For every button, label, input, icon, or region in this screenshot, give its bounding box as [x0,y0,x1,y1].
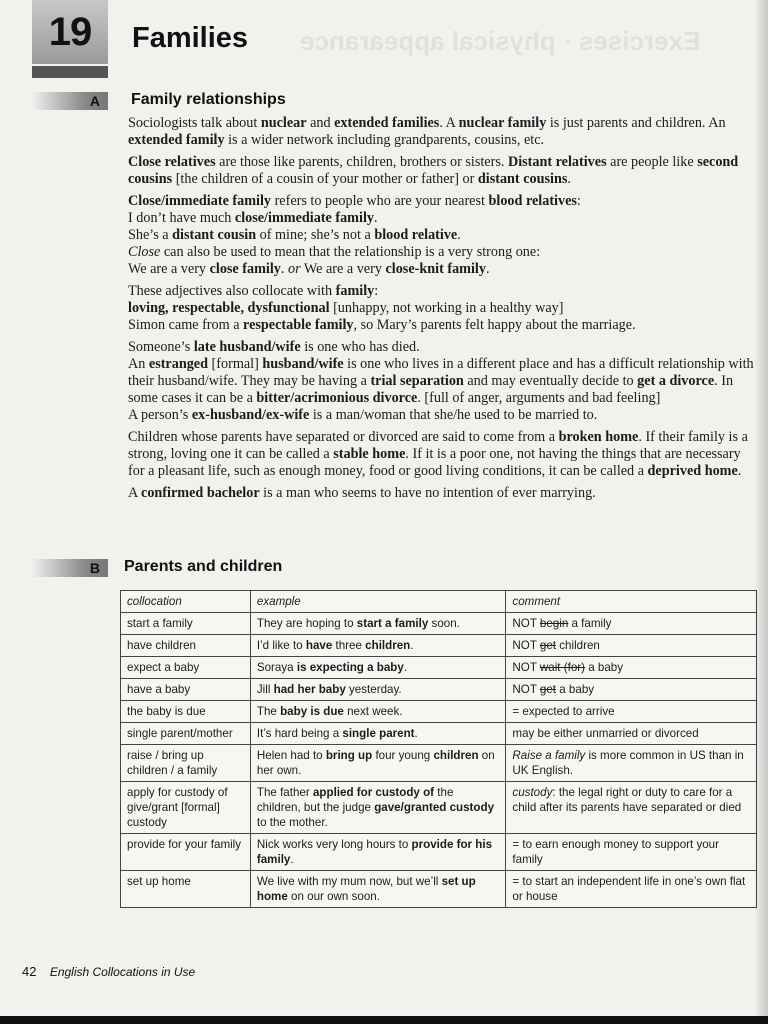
struck-word: wait (for) [539,661,585,674]
collocation-highlight: respectable family [243,317,354,333]
collocation-highlight: close-knit family [385,261,486,277]
collocation-highlight: children [365,639,411,652]
cell-collocation: have a baby [121,679,251,701]
cell-comment [506,701,757,723]
header-comment: comment [506,591,757,613]
cell-collocation: expect a baby [121,657,251,679]
text-run: soon. [428,617,460,630]
cell-example [250,613,506,635]
paragraph-p1 [128,115,758,149]
cell-comment [506,723,757,745]
text-run: We are a very [300,261,386,277]
collocation-highlight: have [305,639,333,652]
collocation-highlight: is expecting a baby [296,661,404,674]
text-run: A person’s [128,407,192,423]
collocation-highlight: Close relatives [128,154,216,170]
cell-collocation: set up home [121,871,251,908]
text-run: , so Mary’s parents felt happy about the marriage. [353,317,636,333]
text-run: [formal] [208,356,263,372]
collocation-highlight: trial separation [370,373,464,389]
cell-comment [506,782,757,834]
text-run: . [full of anger, arguments and bad feeling] [417,390,661,406]
collocation-highlight: Distant relatives [507,154,607,170]
table-row [121,701,757,723]
text-run: She’s a [128,227,173,243]
text-run: is a man who seems to have no intention of ever marrying. [259,485,596,501]
text-run: = to earn enough money to support your family [512,838,719,866]
cell-comment [506,613,757,635]
text-run: I don’t have much [128,210,235,226]
text-run: Close [128,244,161,260]
text-run: a family [568,617,612,630]
text-run: . In some cases it can be a [128,373,734,406]
text-run: three [332,639,366,652]
collocation-highlight: late husband/wife [193,339,301,355]
text-run: Helen had to [256,749,326,762]
table-row [121,723,757,745]
paragraph-p13 [128,407,758,424]
section-a-marker: A [32,92,108,110]
text-run: Sociologists talk about [128,115,261,131]
text-run: Someone’s [128,339,194,355]
section-a-title: Family relationships [131,91,286,108]
collocation-highlight: blood relative [374,227,458,243]
text-run: to the mother. [256,816,328,829]
book-title: English Collocations in Use [49,965,196,979]
collocation-highlight: single parent [342,727,415,740]
cell-comment [506,745,757,782]
text-run: is just parents and children. An [546,115,726,131]
table-row [121,782,757,834]
collocation-highlight: get a divorce [637,373,715,389]
collocation-highlight: second cousins [128,154,739,187]
collocation-highlight: Close/immediate family [128,193,272,209]
text-run: . [280,261,288,277]
collocation-highlight: had her baby [273,683,346,696]
collocation-highlight: family [335,283,375,299]
text-run: . [414,727,418,740]
cell-collocation: start a family [121,613,251,635]
text-run: It’s hard being a [256,727,343,740]
text-run: . If their family is a strong, loving one it can be called a [128,429,748,462]
text-run: A [128,485,142,501]
paragraph-p6 [128,244,758,261]
cell-collocation: provide for your family [121,834,251,871]
cell-collocation: have children [121,635,251,657]
text-run: is more common in US than in UK English. [512,749,744,777]
text-run: a baby [585,661,624,674]
text-run: . [567,171,571,187]
text-run: . [485,261,490,277]
text-run: children [556,639,600,652]
cell-collocation: raise / bring up children / a family [121,745,251,782]
page-gutter-shadow [754,0,768,1024]
table-header-row [121,591,757,613]
text-run: Raise a family [512,749,586,762]
paragraph-p14 [128,429,758,480]
text-run: : [576,193,581,209]
text-run: is one who has died. [300,339,420,355]
cell-comment [506,679,757,701]
text-run: four young [372,749,434,762]
paragraph-p10 [128,317,758,334]
collocation-highlight: confirmed bachelor [141,485,260,501]
paragraph-p8 [128,283,758,300]
table-row [121,679,757,701]
cell-collocation: apply for custody of give/grant [formal] custody [121,782,251,834]
table-row [121,657,757,679]
show-through: Exercises · physical appearance [300,26,701,56]
text-run: yesterday. [345,683,402,696]
paragraph-p4 [128,210,758,227]
text-run: Children whose parents have separated or divorced are said to come from a [128,429,559,445]
text-run: They are hoping to [256,617,357,630]
paragraph-p5 [128,227,758,244]
paragraph-p11 [128,339,758,356]
collocation-table [120,590,757,908]
text-run: is a wider network including grandparents, cousins, etc. [224,132,545,148]
cell-example [250,657,506,679]
text-run: NOT [512,661,540,674]
collocation-highlight: husband/wife [262,356,344,372]
cell-comment [506,871,757,908]
text-run: or [287,261,301,277]
struck-word: get [539,683,557,696]
text-run: . [403,661,408,674]
text-run: Soraya [256,661,297,674]
text-run: An [128,356,149,372]
collocation-highlight: distant cousins [477,171,568,187]
text-run: . [737,463,742,479]
collocation-highlight: loving, respectable, dysfunctional [128,300,330,316]
collocation-highlight: blood relatives [488,193,577,209]
collocation-highlight: close/immediate family [234,210,374,226]
unit-number: 19 [48,9,92,54]
text-run: can also be used to mean that the relationship is a very strong one: [160,244,541,260]
text-run: These adjectives also collocate with [128,283,336,299]
unit-number-box [32,0,108,64]
text-run: and may eventually decide to [463,373,638,389]
text-run: The father [256,786,313,799]
collocation-highlight: applied for custody of [312,786,435,799]
paragraph-p3 [128,193,758,210]
unit-stripe [32,66,108,78]
collocation-highlight: nuclear family [458,115,547,131]
text-run: are people like [606,154,698,170]
collocation-highlight: gave/granted custody [374,801,495,814]
cell-collocation: single parent/mother [121,723,251,745]
text-run: = expected to arrive [512,705,615,718]
text-run: I’d like to [256,639,306,652]
table-row [121,635,757,657]
collocation-highlight: deprived home [647,463,738,479]
text-run: is one who lives in a different place and has a difficult relationship with their husband/wife. They may be having a [128,356,754,389]
section-a-body [128,115,758,507]
text-run: : [374,283,379,299]
collocation-highlight: baby is due [280,705,344,718]
text-run: NOT [512,639,540,652]
collocation-highlight: ex-husband/ex-wife [191,407,310,423]
paragraph-p2 [128,154,758,188]
text-run: NOT [512,683,540,696]
cell-example [250,745,506,782]
cell-comment [506,635,757,657]
text-run: Nick works very long hours to [256,838,412,851]
text-run: We are a very [128,261,210,277]
collocation-highlight: extended families [334,115,440,131]
text-run: next week. [343,705,403,718]
header-collocation: collocation [121,591,251,613]
paragraph-p9 [128,300,758,317]
collocation-highlight: bring up [325,749,373,762]
cell-example [250,834,506,871]
text-run: NOT [512,617,540,630]
page-footer [22,964,195,979]
table-row [121,834,757,871]
text-run: = to start an independent life in one’s own flat or house [512,875,746,903]
text-run: Simon came from a [128,317,244,333]
paragraph-p15 [128,485,758,502]
text-run: are those like parents, children, brothers or sisters. [215,154,508,170]
struck-word: begin [539,617,569,630]
text-run: and [306,115,335,131]
text-run: may be either unmarried or divorced [512,727,699,740]
text-run: on our own soon. [287,890,380,903]
paragraph-p12 [128,356,758,407]
page-number: 42 [22,964,37,979]
cell-comment [506,657,757,679]
table-row [121,871,757,908]
paragraph-p7 [128,261,758,278]
text-run: The [256,705,281,718]
text-run: . [410,639,414,652]
struck-word: get [539,639,557,652]
collocation-highlight: stable home [333,446,406,462]
text-run: . [290,853,294,866]
section-b-marker: B [32,559,108,577]
collocation-highlight: nuclear [260,115,307,131]
collocation-highlight: bitter/acrimonious divorce [256,390,418,406]
text-run: a baby [556,683,595,696]
page-title: Families [132,22,249,54]
cell-example [250,871,506,908]
collocation-highlight: provide for his family [256,838,493,866]
text-run: [unhappy, not working in a healthy way] [329,300,564,316]
text-run: refers to people who are your nearest [271,193,489,209]
text-run: on her own. [256,749,495,777]
text-run: of mine; she’s not a [256,227,375,243]
text-run: : the legal right or duty to care for a child after its parents have separated or died [512,786,742,814]
cell-example [250,723,506,745]
text-run: Jill [256,683,274,696]
cell-comment [506,834,757,871]
text-run: is a man/woman that she/he used to be married to. [309,407,598,423]
text-run: We live with my mum now, but we’ll [256,875,442,888]
text-run: . A [439,115,459,131]
cell-example [250,701,506,723]
collocation-highlight: children [433,749,479,762]
collocation-highlight: estranged [148,356,208,372]
section-b-title: Parents and children [124,558,283,575]
collocation-highlight: broken home [558,429,639,445]
cell-example [250,679,506,701]
text-run: . [373,210,378,226]
header-example: example [250,591,506,613]
text-run: custody [512,786,553,799]
collocation-highlight: start a family [356,617,429,630]
collocation-highlight: extended family [128,132,225,148]
cell-example [250,635,506,657]
scan-edge [0,1016,768,1024]
text-run: [the children of a cousin of your mother or father] or [172,171,478,187]
text-run: the children, but the judge [256,786,454,814]
collocation-highlight: set up home [256,875,476,903]
collocation-highlight: distant cousin [172,227,257,243]
table-row [121,745,757,782]
text-run: . [457,227,461,243]
cell-example [250,782,506,834]
cell-collocation: the baby is due [121,701,251,723]
table-row [121,613,757,635]
text-run: . If it is a poor one, not having the things that are necessary for a pleasant life, such as enough money, food or good living conditions, it can be called a [128,446,741,479]
collocation-highlight: close family [209,261,281,277]
